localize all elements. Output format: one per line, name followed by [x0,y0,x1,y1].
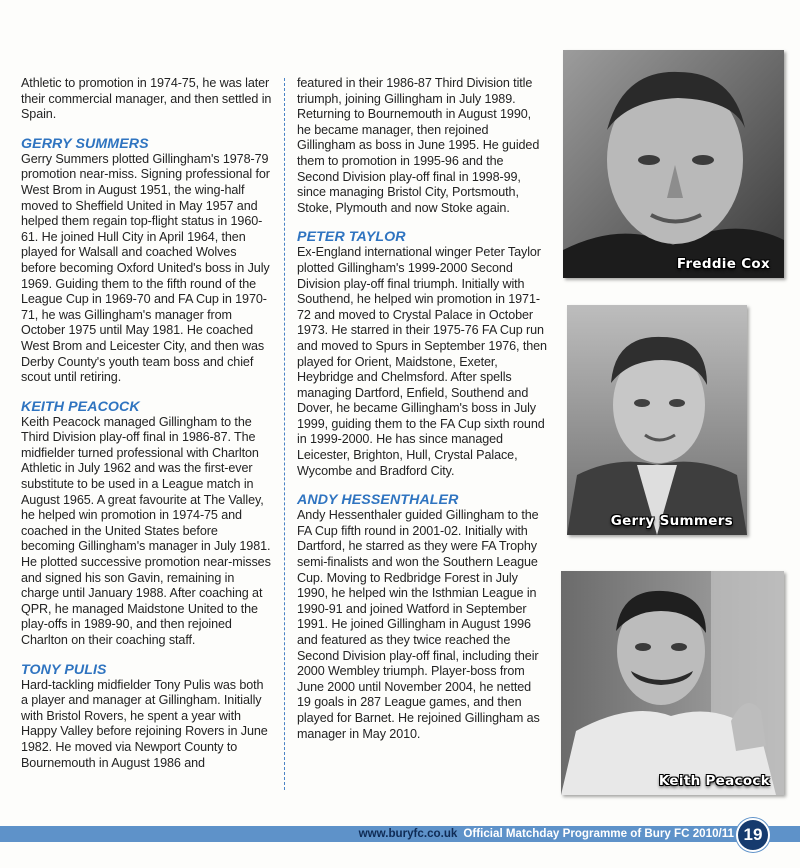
footer-text [359,826,734,842]
photo-keith-peacock [561,571,784,795]
photo-caption: Gerry Summers [610,513,733,529]
photo-caption: Keith Peacock [658,773,770,789]
section-heading: GERRY SUMMERS [21,135,149,152]
section-body: Gerry Summers plotted Gillingham's 1978-79 promotion near-miss. Signing professional for West Brom in August 1951, the wing-half moved to Sheffield United in May 1957 and helped them regain top-flight status in 1960-61. He joined Hull City in April 1964, then played for Walsall and coached Wolves before becoming Oxford United's boss in July 1969. Guiding them to the fifth round of the League Cup in 1969-70 and FA Cup in 1970-71, he was Gillingham's manager from October 1975 until May 1981. He coached West Brom and Leicester City, and then was Derby County's youth team boss and chief scout until retiring. [21,151,270,385]
column-divider [284,78,285,790]
portrait-illustration [563,50,784,278]
profile-andy-hessenthaler [297,492,547,742]
section-body: Andy Hessenthaler guided Gillingham to the FA Cup fifth round in 2001-02. Initially with Dartford, he starred as they were FA Trophy semi-finalists and won the Southern League Cup. Moving to Redbridge Forest in July 1990, he helped win the Isthmian League in 1990-91 and joined Watford in September 1991. He joined Gillingham in August 1996 and featured as they twice reached the Second Division play-off final, including their 2000 Wembley triumph. Player-boss from June 2000 until November 2004, he netted 19 goals in 287 League games, and then played for Barnet. He rejoined Gillingham as manager in May 2010. [297,508,540,741]
footer-bar [0,826,800,842]
profile-peter-taylor [297,229,547,479]
portrait-illustration [561,571,784,795]
section-heading: KEITH PEACOCK [21,398,140,415]
profile-gerry-summers [21,136,273,386]
continued-paragraph: Athletic to promotion in 1974-75, he was later their commercial manager, and then settled in Spain. [21,76,272,122]
footer-url[interactable]: www.buryfc.co.uk [358,827,458,840]
section-heading: ANDY HESSENTHALER [297,492,459,509]
continued-paragraph: featured in their 1986-87 Third Division title triumph, joining Gillingham in July 1989. Returning to Bournemouth in August 1990, he became manager, then rejoined Gillingham as boss in June 1995. He guided them to promotion in 1995-96 and the Second Division play-off final in 1998-99, since managing Bristol City, Portsmouth, Stoke, Plymouth and now Stoke again. [297,76,540,215]
photo-freddie-cox [563,50,784,278]
photo-caption: Freddie Cox [676,256,770,272]
photo-gerry-summers [567,305,747,535]
portrait-illustration [567,305,747,535]
section-body: Hard-tackling midfielder Tony Pulis was both a player and manager at Gillingham. Initially with Bristol Rovers, he spent a year with Happy Valley before rejoining Rovers in June 1982. He moved via Newport County to Bournemouth in August 1986 and [21,677,268,770]
profile-tony-pulis [21,662,273,772]
text-column-right [297,76,547,755]
page-number-badge: 19 [736,818,770,852]
section-heading: TONY PULIS [21,661,107,678]
section-body: Keith Peacock managed Gillingham to the Third Division play-off final in 1986-87. The midfielder turned professional with Charlton Athletic in July 1962 and was the first-ever substitute to be used in a League match in August 1965. A great favourite at The Valley, he helped win promotion in 1974-75 and coached in the United States before becoming Gillingham's manager in July 1981. He plotted successive promotion near-misses and signed his son Gavin, remaining in charge until January 1988. After coaching at QPR, he managed Maidstone United to the play-offs in 1989-90, and then rejoined Charlton on their coaching staff. [21,414,271,647]
section-body: Ex-England international winger Peter Taylor plotted Gillingham's 1999-2000 Second Division play-off final triumph. Initially with Southend, he helped win promotion in 1971-72 and moved to Crystal Palace in October 1973. He starred in their 1975-76 FA Cup run and moved to Spurs in September 1976, then played for Orient, Maidstone, Exeter, Heybridge and Chelmsford. After spells managing Dartford, Enfield, Southend and Dover, he became Gillingham's boss in July 1999, guiding them to the FA Cup sixth round in 1999-2000. He has since managed Leicester, Brighton, Hull, Crystal Palace, Wycombe and Bradford City. [297,245,547,478]
profile-keith-peacock [21,399,273,649]
text-column-left [21,76,273,784]
footer-title: Official Matchday Programme of Bury FC 2010/11 [463,827,734,840]
section-heading: PETER TAYLOR [297,229,406,246]
